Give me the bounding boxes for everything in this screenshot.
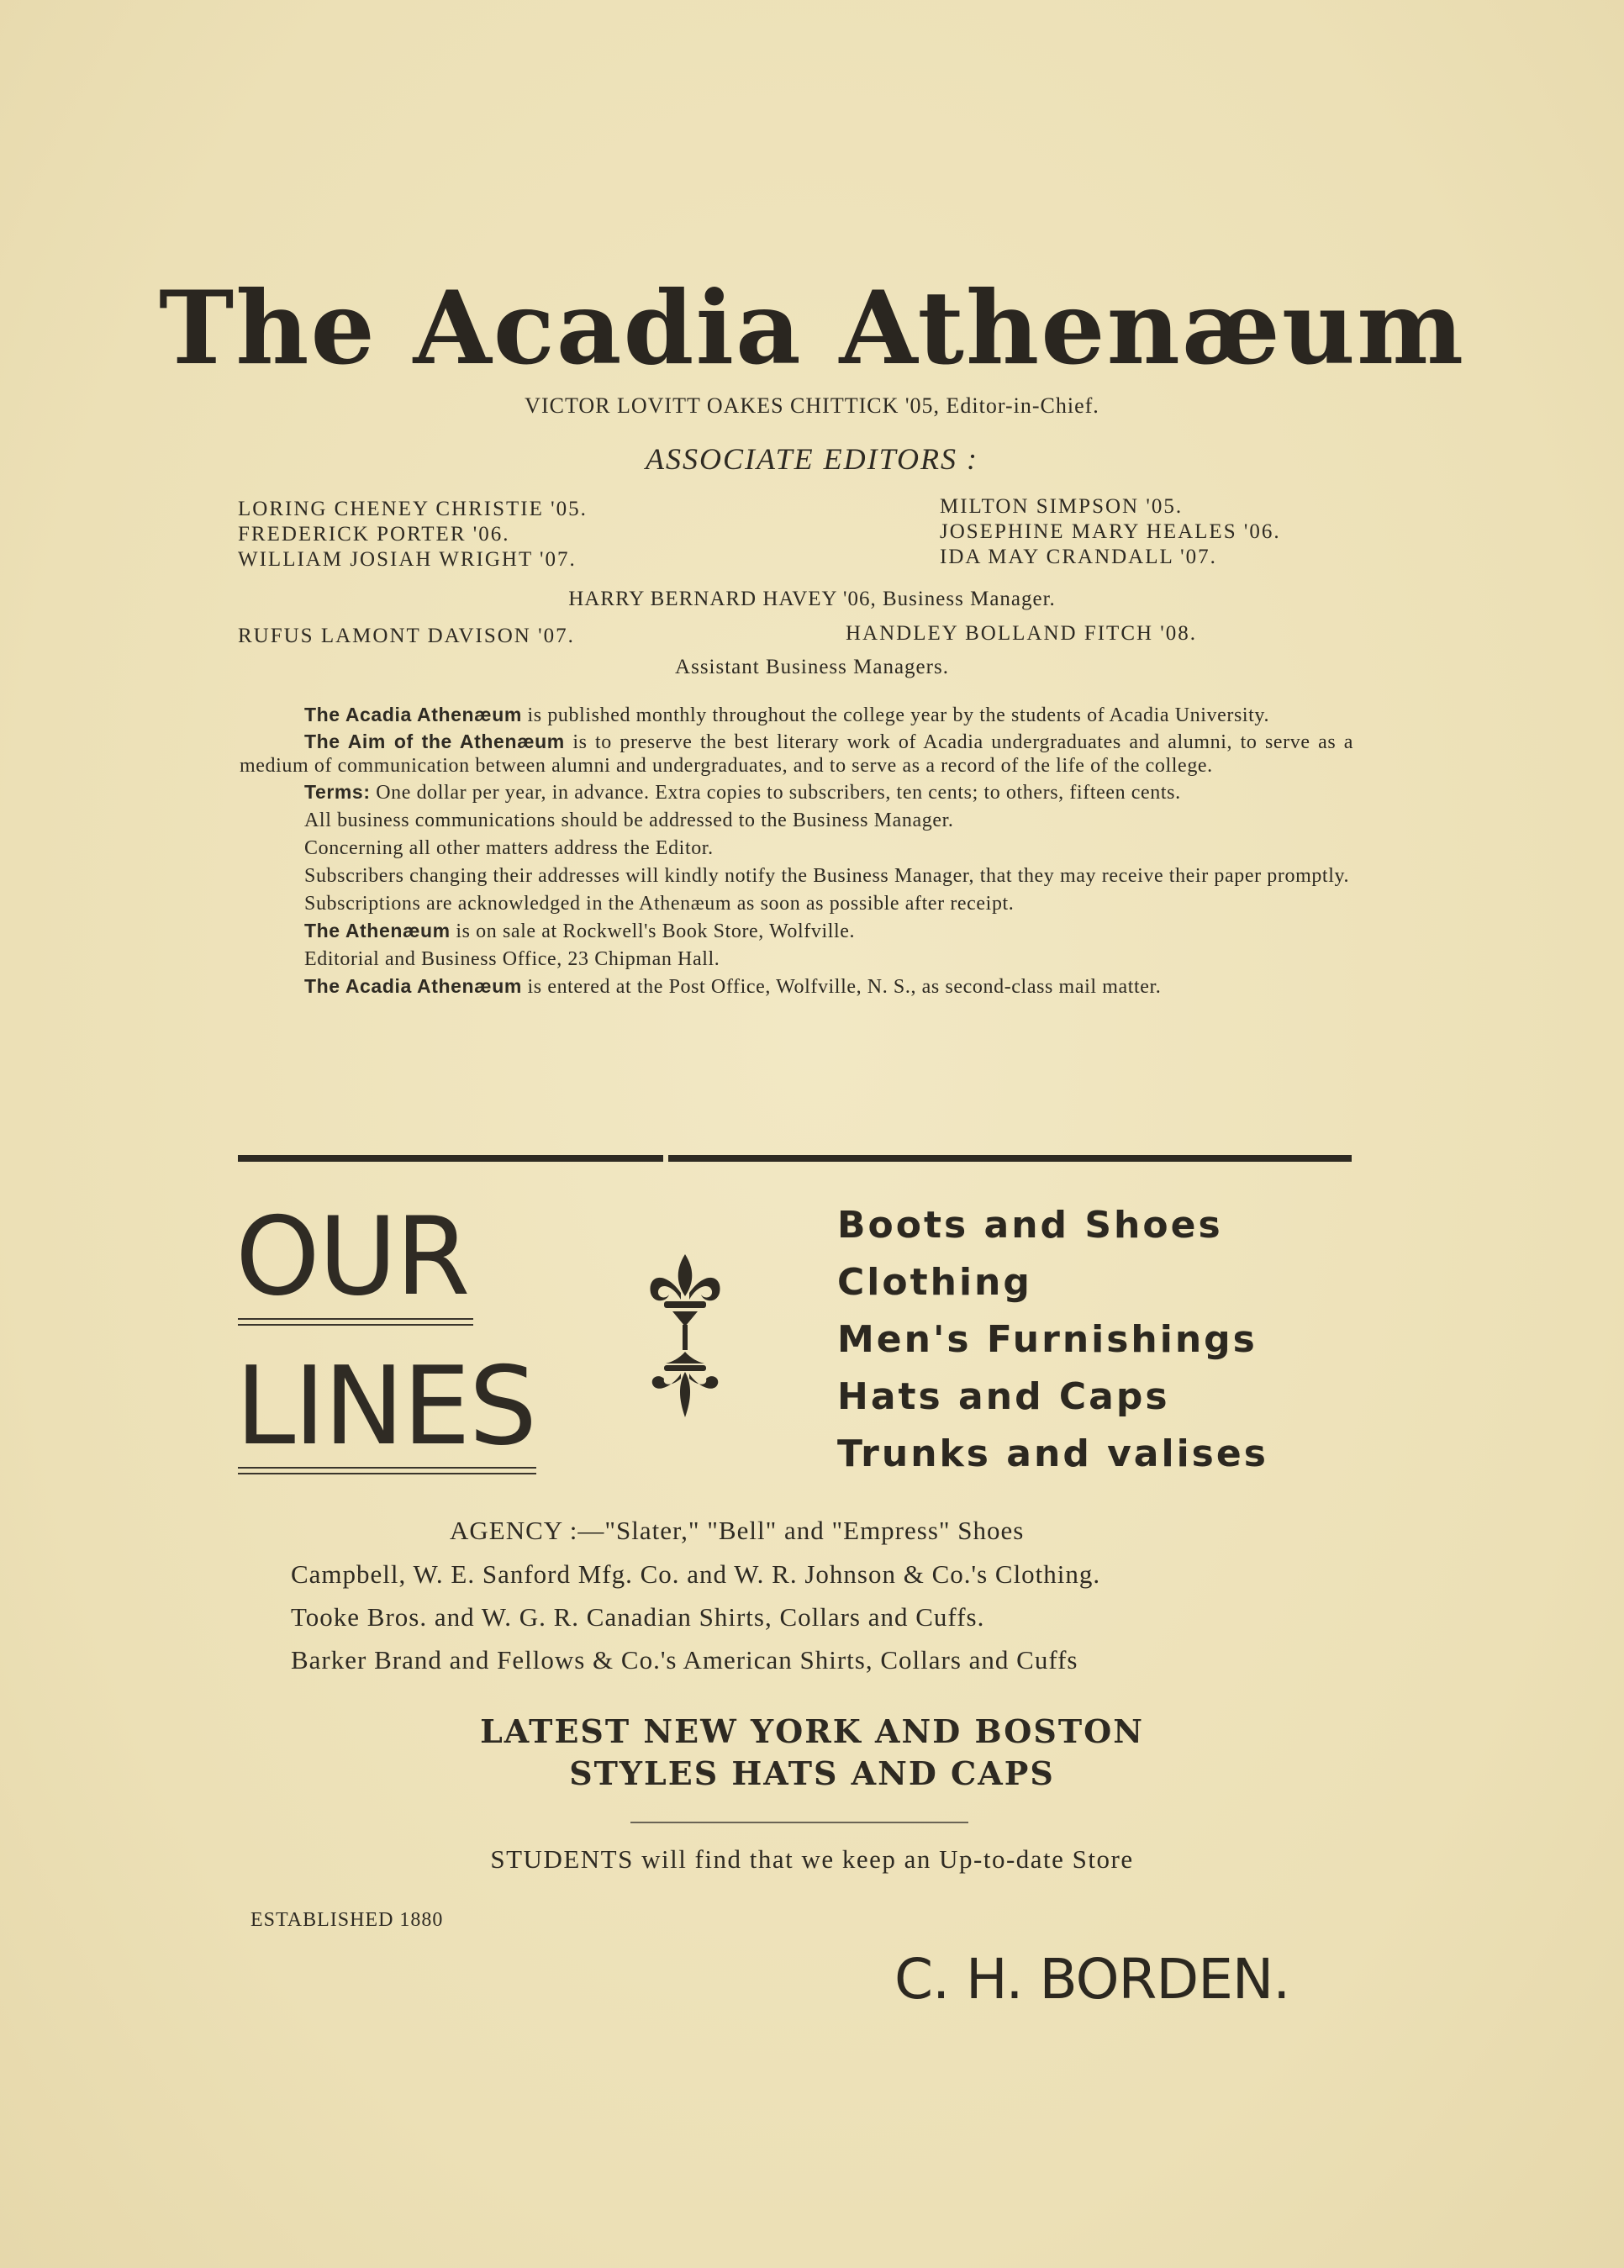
business-manager: HARRY BERNARD HAVEY '06, Business Manager. — [568, 588, 1056, 610]
notice-paragraph: Terms: One dollar per year, in advance. Extra copies to subscribers, ten cents; to others, fifteen cents. — [304, 781, 1181, 804]
notice-paragraph: Editorial and Business Office, 23 Chipman Hall. — [304, 948, 720, 970]
students-line: STUDENTS will find that we keep an Up-to-date Store — [490, 1844, 1134, 1874]
notice-paragraph: Subscriptions are acknowledged in the Athenæum as soon as possible after receipt. — [304, 893, 1015, 915]
established-line: ESTABLISHED 1880 — [250, 1909, 444, 1931]
agency-line: Campbell, W. E. Sanford Mfg. Co. and W. R. Johnson & Co.'s Clothing. — [291, 1559, 1101, 1589]
ad-line-item: Clothing — [837, 1261, 1032, 1304]
assistant-managers-caption: Assistant Business Managers. — [675, 656, 949, 678]
notice-paragraph: All business communications should be addressed to the Business Manager. — [304, 810, 954, 831]
advertiser-name: C. H. BORDEN. — [894, 1947, 1290, 2012]
notices-block — [240, 703, 1353, 999]
notice-paragraph: The Athenæum is on sale at Rockwell's Book Store, Wolfville. — [304, 920, 856, 942]
ad-line-item: Boots and Shoes — [837, 1204, 1223, 1247]
short-rule — [630, 1822, 968, 1823]
agency-line: Barker Brand and Fellows & Co.'s American Shirts, Collars and Cuffs — [291, 1645, 1078, 1675]
associate-editor: MILTON SIMPSON '05. — [940, 495, 1184, 518]
associate-editor: WILLIAM JOSIAH WRIGHT '07. — [238, 548, 577, 571]
notice-paragraph: The Acadia Athenæum is published monthly throughout the college year by the students of Acadia University. — [304, 704, 1270, 726]
masthead-title: The Acadia Athenæum — [158, 269, 1466, 388]
fleur-de-lis-ornament-icon — [647, 1253, 723, 1421]
editor-in-chief: VICTOR LOVITT OAKES CHITTICK '05, Editor-in-Chief. — [525, 393, 1099, 418]
ad-line-item: Men's Furnishings — [837, 1318, 1258, 1361]
assistant-business-manager: HANDLEY BOLLAND FITCH '08. — [846, 622, 1198, 645]
notice-paragraph: The Aim of the Athenæum is to preserve the best literary work of Acadia undergraduates and alumni, to serve as a medium of communication between alumni and undergraduates, and to serve as a record of the life of the college. — [240, 731, 1354, 777]
double-rule — [238, 1318, 473, 1326]
associate-editors-heading: ASSOCIATE EDITORS : — [646, 442, 978, 476]
notice-paragraph: The Acadia Athenæum is entered at the Post Office, Wolfville, N. S., as second-class mail matter. — [304, 975, 1162, 998]
agency-line: AGENCY :—"Slater," "Bell" and "Empress" Shoes — [450, 1516, 1025, 1545]
ad-our-heading: OUR — [235, 1195, 469, 1320]
double-rule — [238, 1467, 536, 1474]
agency-line: Tooke Bros. and W. G. R. Canadian Shirts, Collars and Cuffs. — [291, 1602, 985, 1632]
associate-editor: JOSEPHINE MARY HEALES '06. — [940, 520, 1281, 543]
divider-rule — [238, 1155, 663, 1162]
assistant-business-manager: RUFUS LAMONT DAVISON '07. — [238, 625, 575, 647]
latest-styles-line: STYLES HATS AND CAPS — [569, 1754, 1055, 1792]
associate-editor: LORING CHENEY CHRISTIE '05. — [238, 498, 588, 520]
ad-line-item: Trunks and valises — [837, 1432, 1268, 1475]
ad-line-item: Hats and Caps — [837, 1375, 1170, 1418]
notice-paragraph: Subscribers changing their addresses will kindly notify the Business Manager, that they may receive their paper promptly. — [304, 865, 1350, 887]
notice-paragraph: Concerning all other matters address the Editor. — [304, 837, 714, 859]
latest-styles-line: LATEST NEW YORK AND BOSTON — [480, 1712, 1144, 1750]
ad-lines-heading: LINES — [235, 1344, 535, 1469]
divider-rule — [668, 1155, 1352, 1162]
associate-editor: FREDERICK PORTER '06. — [238, 523, 510, 546]
associate-editor: IDA MAY CRANDALL '07. — [940, 546, 1217, 568]
